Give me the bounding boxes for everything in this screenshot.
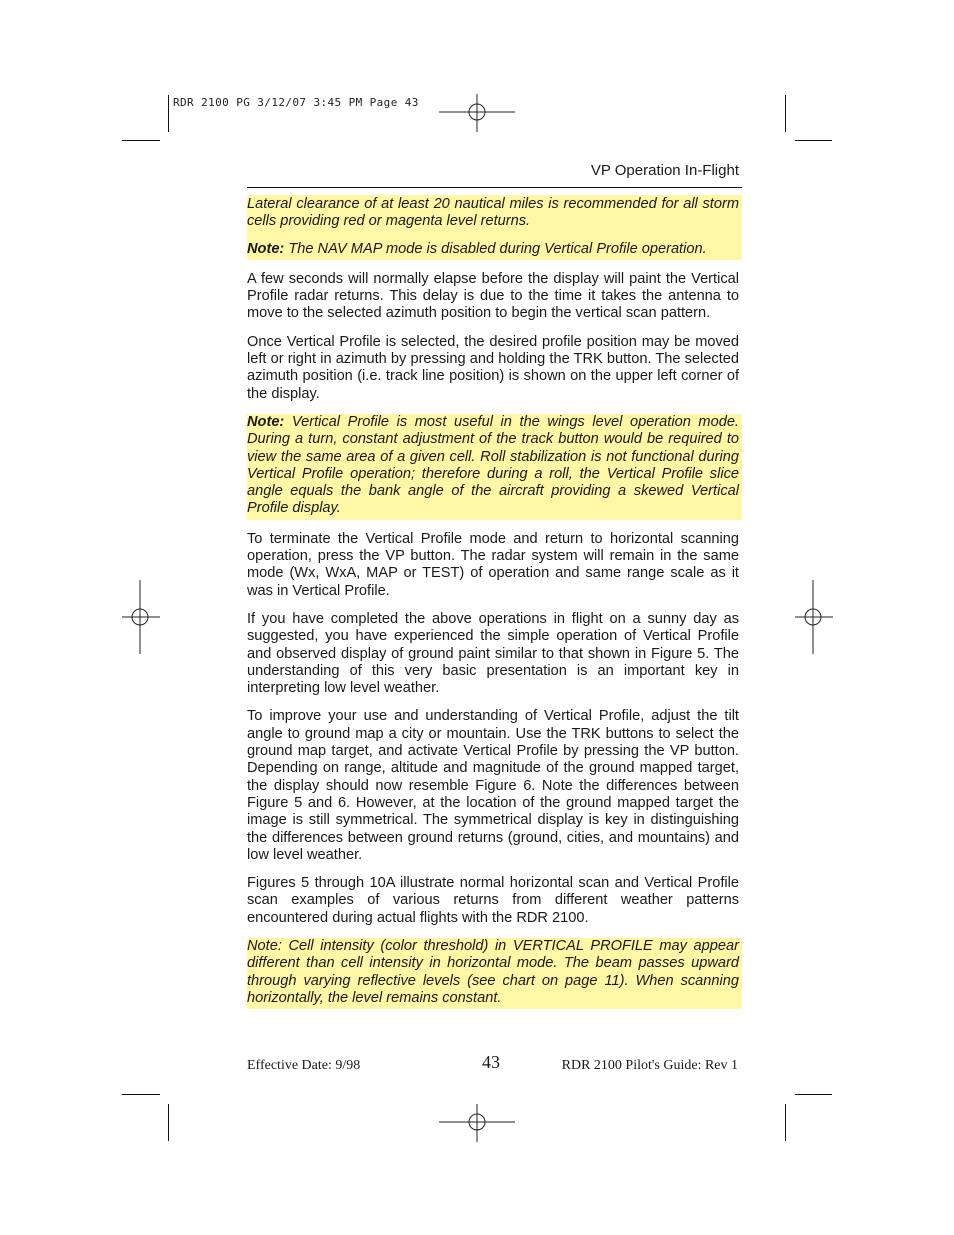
paragraph: If you have completed the above operations in flight on a sunny day as suggested, you have experienced the simple operation of Vertical Profile and observed display of ground paint similar to that shown in Figure 5. The understanding of this very basic presentation is an important key in interpreting low level weather. [247,610,739,697]
paragraph: Figures 5 through 10A illustrate normal horizontal scan and Vertical Profile scan examples of various returns from different weather patterns encountered during actual flights with the RDR 2100. [247,875,739,926]
paragraph: Once Vertical Profile is selected, the desired profile position may be moved left or right in azimuth by pressing and holding the TRK button. The selected azimuth position (i.e. track line position) is shown on the upper left corner of the display. [247,333,739,402]
effective-date: Effective Date: 9/98 [247,1058,361,1073]
crop-mark [122,1094,160,1095]
registration-mark-icon [122,580,160,654]
note-roll-stabilization [247,414,739,518]
guide-title: RDR 2100 Pilot's Guide: Rev 1 [561,1058,738,1073]
crop-mark [795,140,832,141]
section-title: VP Operation In-Flight [590,162,739,179]
crop-mark [168,1104,169,1141]
note-text: Vertical Profile is most useful in the wings level operation mode. During a turn, constant adjustment of the track button would be required to view the same area of a given cell. Roll stabilization is not functional during Vertical Profile operation; therefore during a roll, the Vertical Profile slice angle equals the bank angle of the aircraft providing a skewed Vertical Profile display. [247,413,739,517]
page-content [247,195,739,1020]
caution-box [247,195,742,260]
page-number: 43 [482,1052,500,1072]
paragraph: To terminate the Vertical Profile mode and return to horizontal scanning operation, press the VP button. The radar system will remain in the same mode (Wx, WxA, MAP or TEST) of operation and same range scale as it was in Vertical Profile. [247,530,739,599]
registration-mark-icon [795,580,833,654]
paragraph: To improve your use and understanding of Vertical Profile, adjust the tilt angle to ground map a city or mountain. Use the TRK buttons to select the ground map target, and activate Vertical Profile by pressing the VP button. Depending on range, altitude and magnitude of the ground mapped target, the display should now resemble Figure 6. Note the differences between Figure 5 and 6. However, at the location of the ground mapped target the image is still symmetrical. The symmetrical display is key in distinguishing the differences between ground returns (ground, cities, and mountains) and low level weather. [247,708,739,863]
crop-mark [795,1094,832,1095]
header-rule [247,187,742,188]
registration-mark-icon [439,1104,515,1142]
registration-mark-icon [439,94,515,132]
note-label: Note: [247,240,285,257]
paragraph: A few seconds will normally elapse before the display will paint the Vertical Profile radar returns. This delay is due to the time it takes the antenna to move to the selected azimuth position to begin the vertical scan pattern. [247,270,739,322]
caution-text: Lateral clearance of at least 20 nautical miles is recommended for all storm cells providing red or magenta level returns. [247,196,739,230]
note-box [247,938,742,1009]
crop-mark [122,140,160,141]
crop-mark [168,95,169,132]
note-cell-intensity: Note: Cell intensity (color threshold) in VERTICAL PROFILE may appear different than cell intensity in horizontal mode. The beam passes upward through varying reflective levels (see chart on page 11). When scanning horizontally, the level remains constant. [247,937,739,1006]
note-text: The NAV MAP mode is disabled during Vertical Profile operation. [284,240,707,257]
crop-mark [785,1104,786,1141]
note-nav-map [247,241,739,258]
printer-slug: RDR 2100 PG 3/12/07 3:45 PM Page 43 [173,96,419,109]
crop-mark [785,95,786,132]
note-label: Note: [247,413,285,430]
note-box [247,414,742,520]
